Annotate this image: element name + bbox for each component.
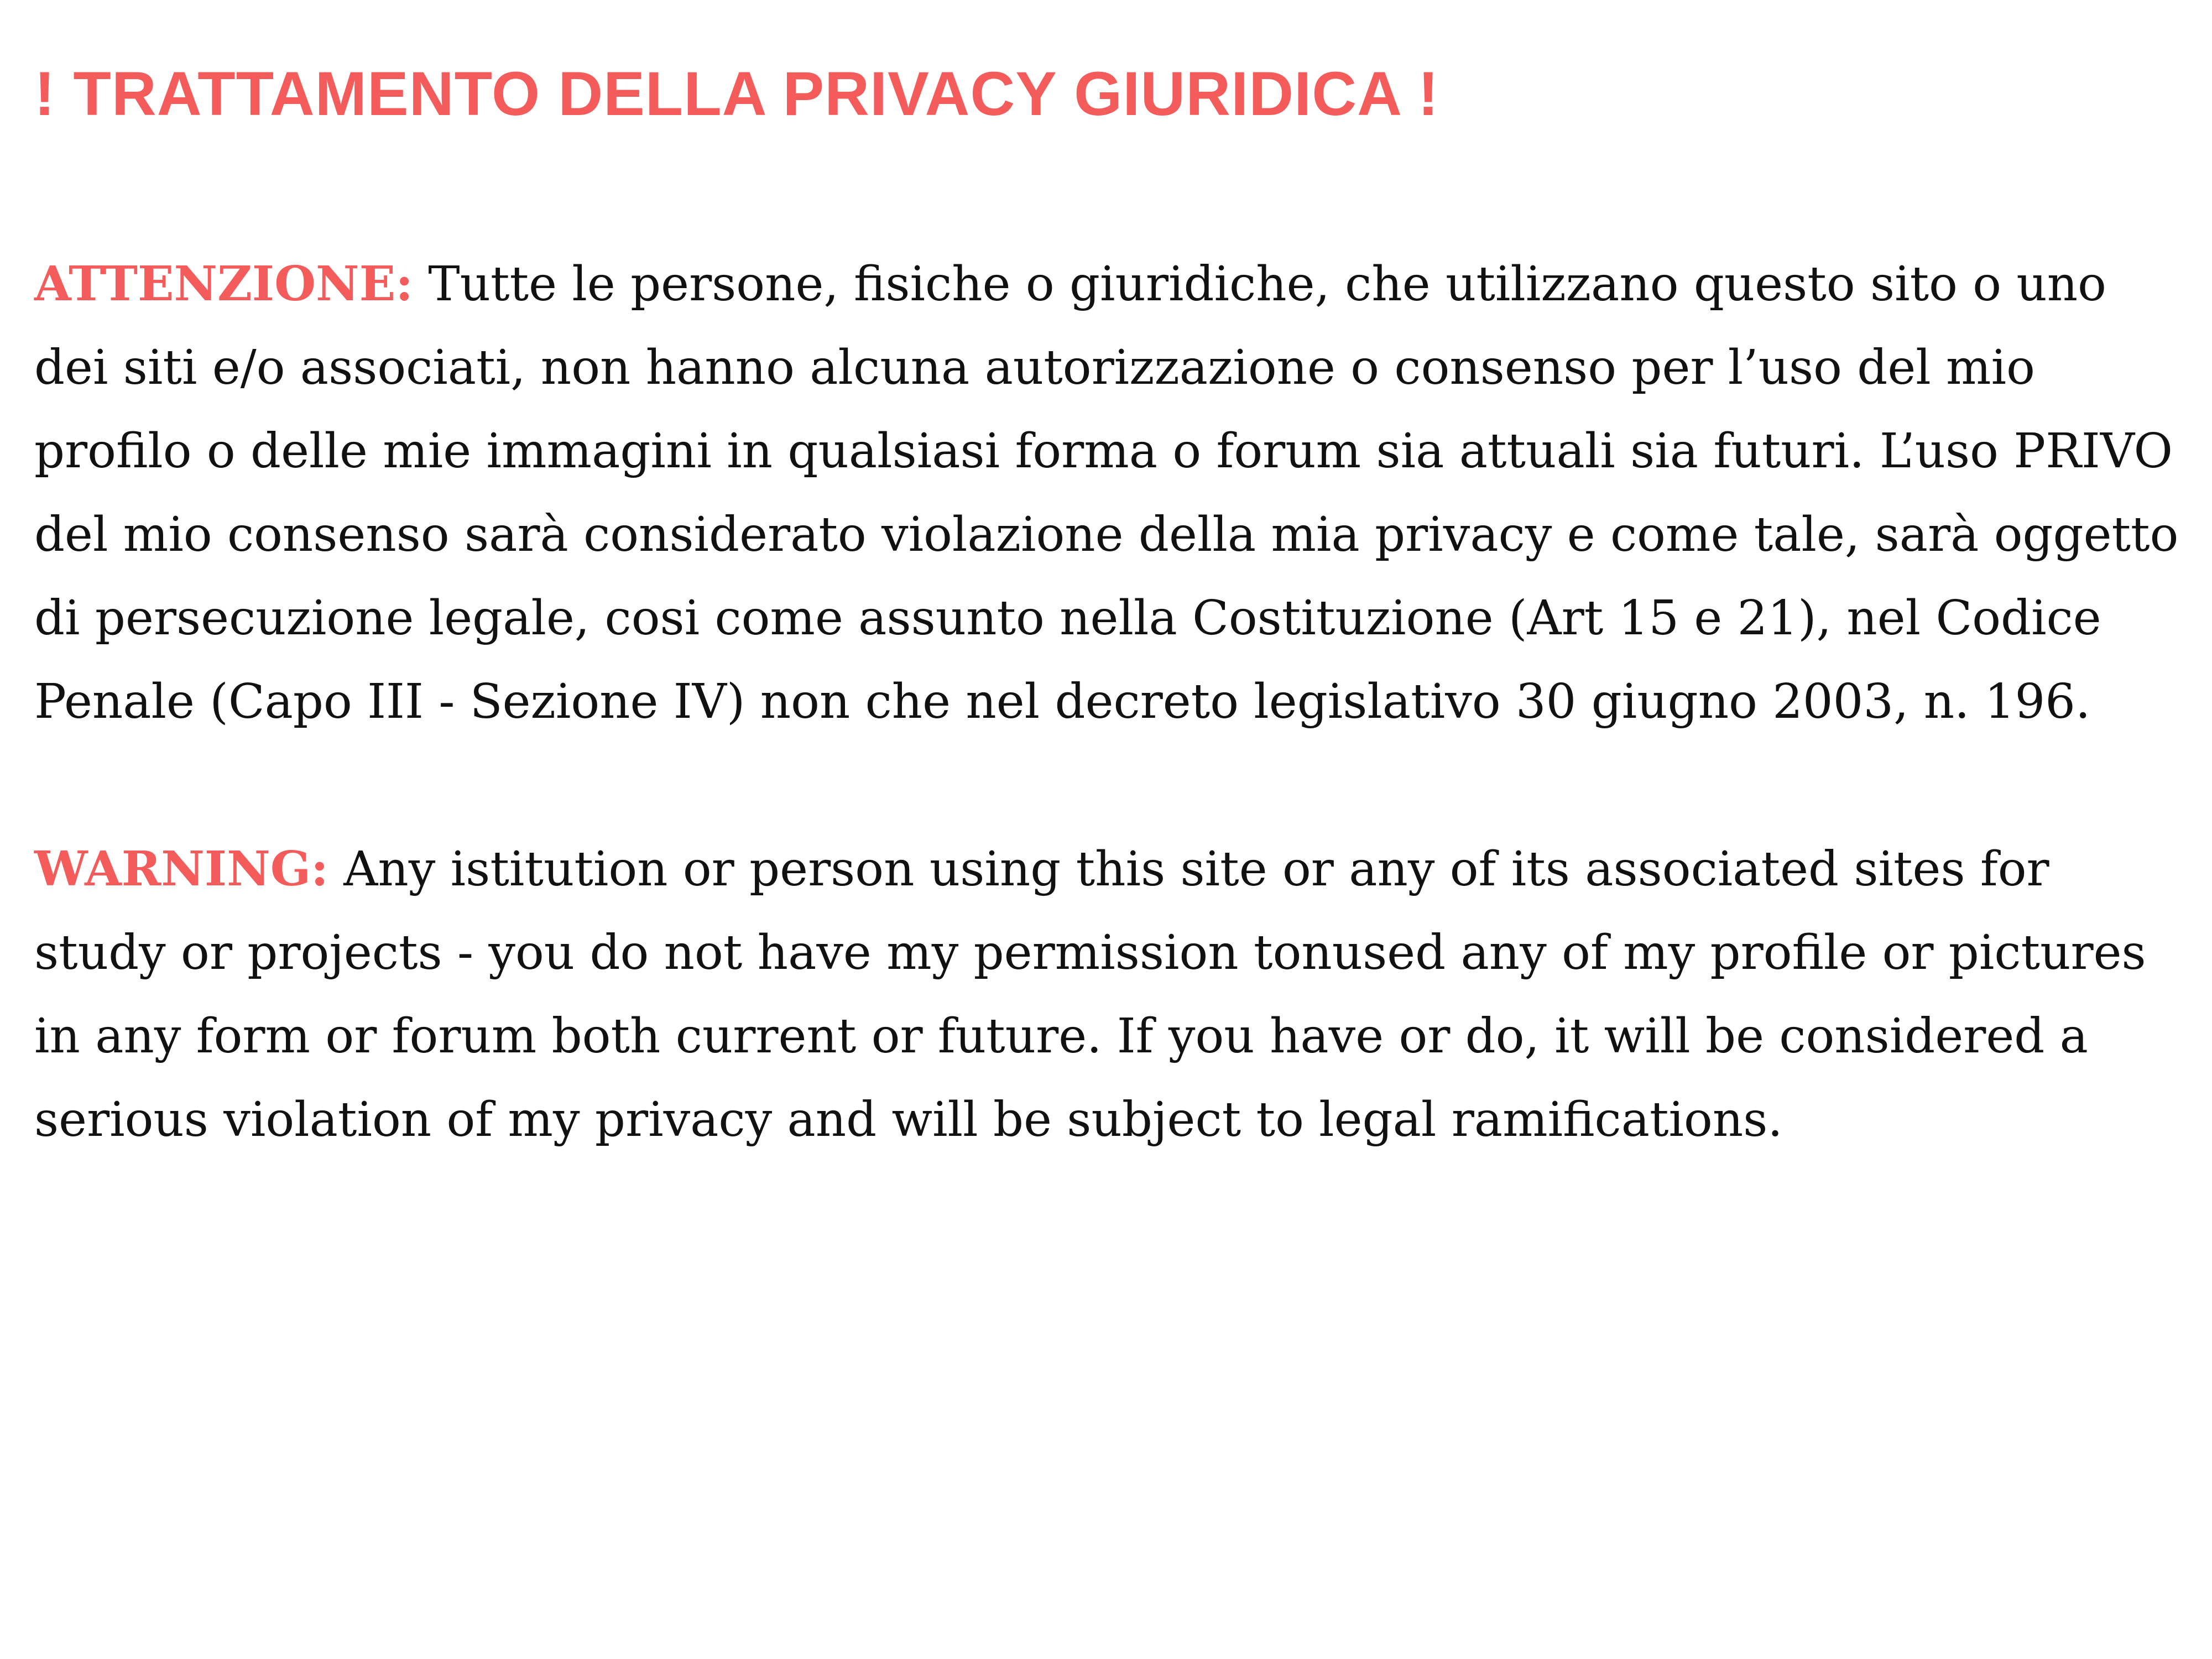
- page-title: ! TRATTAMENTO DELLA PRIVACY GIURIDICA !: [34, 59, 1439, 128]
- italian-notice-text: Tutte le persone, fisiche o giuridiche, che utilizzano questo sito o uno dei siti e/o associati, non hanno alcuna autorizzazione o consenso per l’uso del mio profilo o delle mie immagini in qualsiasi forma o forum sia attuali sia futuri. L’uso PRIVO del mio consenso sarà considerato violazione della mia privacy e come tale, sarà oggetto di persecuzione legale, cosi come assunto nella Costituzione (Art 15 e 21), nel Codice Penale (Capo III - Sezione IV) non che nel decreto legislativo 30 giugno 2003, n. 196.: [34, 257, 2179, 729]
- english-notice-label: WARNING:: [34, 841, 328, 897]
- italian-notice-paragraph: [34, 242, 2191, 744]
- italian-notice-label: ATTENZIONE:: [34, 256, 413, 312]
- english-notice-paragraph: [34, 827, 2191, 1162]
- document-page: [34, 55, 2191, 1162]
- english-notice-text: Any istitution or person using this site or any of its associated sites for study or projects - you do not have my permission tonused any of my profile or pictures in any form or forum both current or future. If you have or do, it will be considered a serious violation of my privacy and will be subject to legal ramifications.: [34, 842, 2146, 1147]
